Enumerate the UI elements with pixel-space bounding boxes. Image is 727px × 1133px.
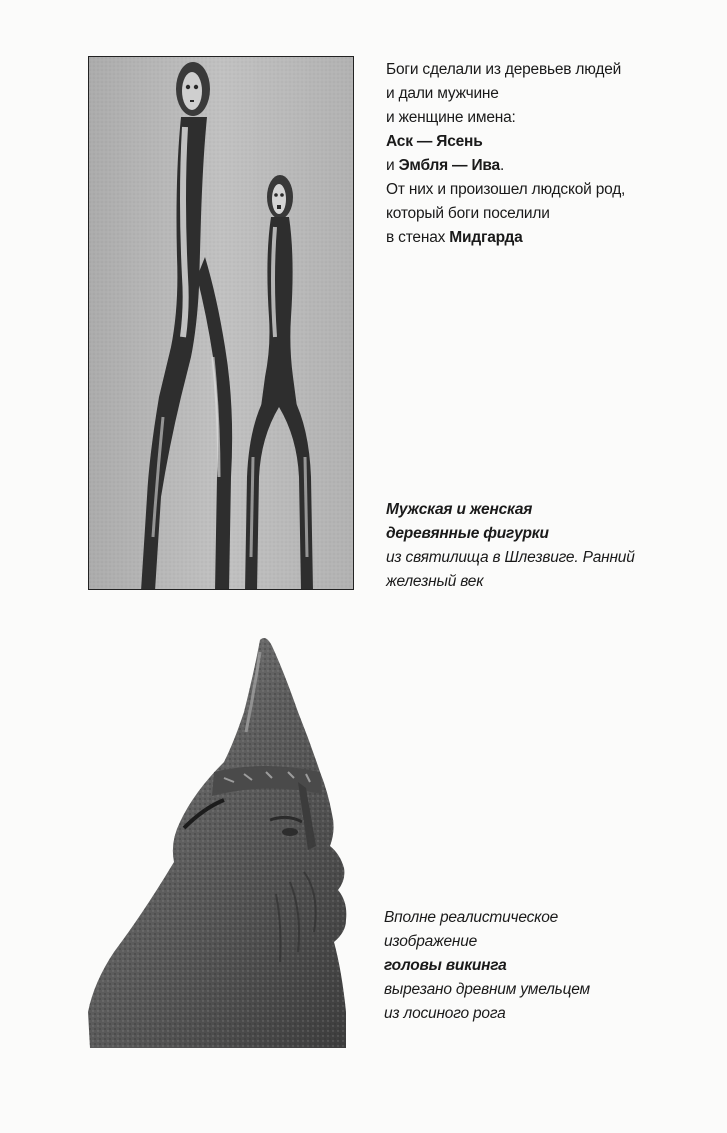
viking-head-caption xyxy=(384,906,590,1026)
myth-line: От них и произошел людской род, xyxy=(386,181,626,198)
caption-line: Вполне реалистическое xyxy=(384,909,559,926)
myth-embla-iva: Эмбля — Ива xyxy=(398,157,500,174)
viking-head-photo xyxy=(84,632,374,1048)
wooden-figures-illustration xyxy=(89,57,354,590)
myth-line: и женщине имена: xyxy=(386,109,516,126)
caption-bold-line: Мужская и женская xyxy=(386,501,533,518)
myth-line-suffix: . xyxy=(499,157,505,174)
myth-line xyxy=(386,226,625,250)
caption-line: вырезано древним умельцем xyxy=(384,981,590,998)
myth-text-block xyxy=(386,58,625,250)
myth-midgard: Мидгарда xyxy=(449,229,523,246)
myth-ask-yasen: Аск — Ясень xyxy=(386,133,483,150)
myth-line-prefix: и xyxy=(386,157,399,174)
viking-head-illustration xyxy=(84,632,374,1048)
figures-caption xyxy=(386,498,635,594)
myth-line: который боги поселили xyxy=(386,205,550,222)
caption-line: из лосиного рога xyxy=(384,1005,506,1022)
myth-line: и дали мужчине xyxy=(386,85,499,102)
caption-line: железный век xyxy=(386,573,484,590)
myth-line xyxy=(386,154,625,178)
myth-line-prefix: в стенах xyxy=(386,229,450,246)
caption-bold-line: деревянные фигурки xyxy=(386,525,549,542)
wooden-figures-photo xyxy=(88,56,354,590)
caption-line: из святилища в Шлезвиге. Ранний xyxy=(386,549,635,566)
caption-bold-line: головы викинга xyxy=(384,957,507,974)
myth-line: Боги сделали из деревьев людей xyxy=(386,61,622,78)
caption-line: изображение xyxy=(384,933,478,950)
